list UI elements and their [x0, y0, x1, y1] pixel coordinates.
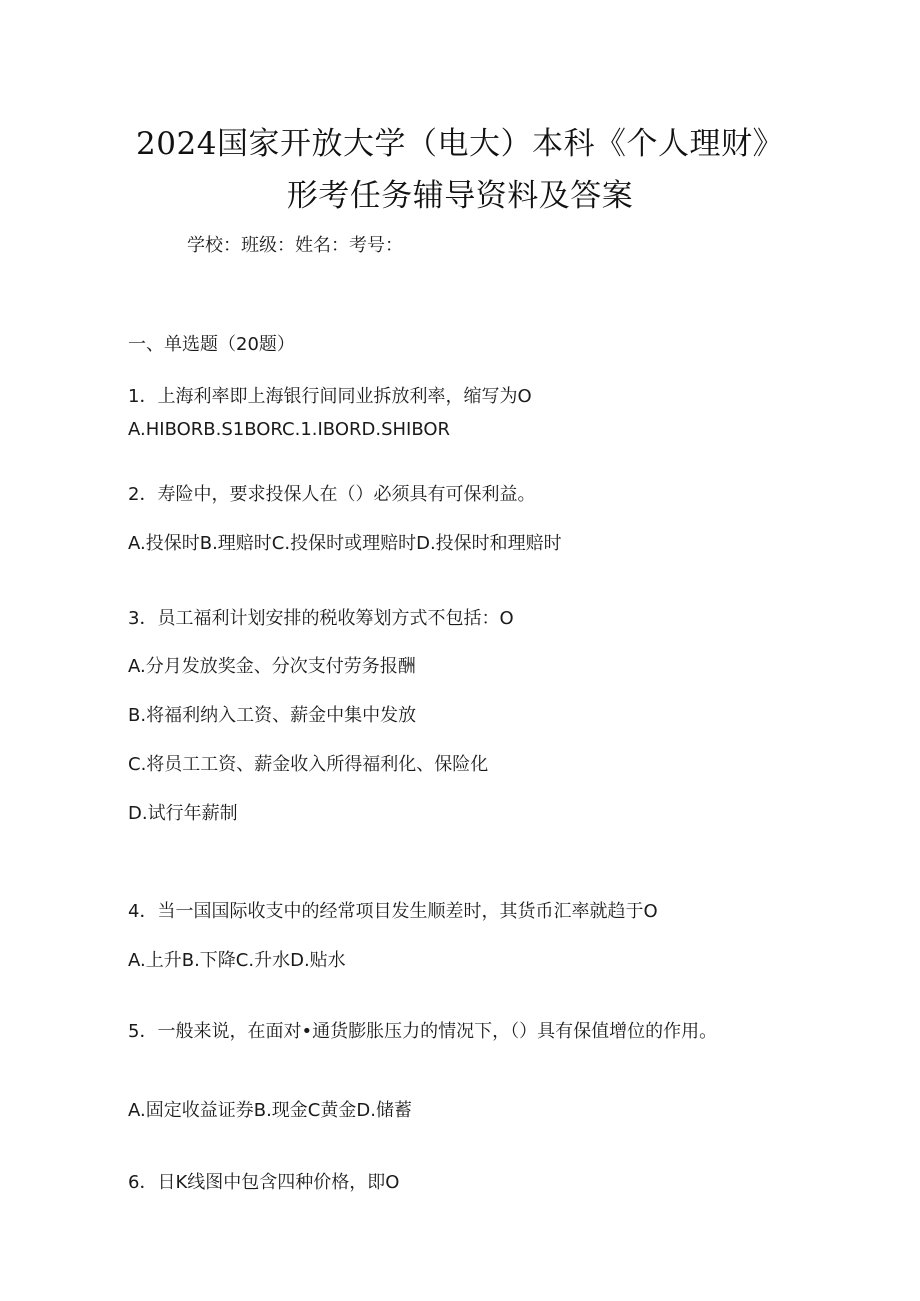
question-1-options: A.HIBORB.S1BORC.1.IBORD.SHIBOR: [128, 419, 451, 440]
question-5-options: A.固定收益证券B.现金C黄金D.储蓄: [128, 1100, 412, 1121]
question-3: 3．员工福利计划安排的税收筹划方式不包括：O: [128, 608, 514, 629]
question-3-option-d: D.试行年薪制: [128, 803, 238, 824]
document-title-line-2: 形考任务辅导资料及答案: [286, 178, 634, 214]
question-4: 4．当一国国际收支中的经常项目发生顺差时，其货币汇率就趋于O: [128, 901, 658, 922]
question-3-option-c: C.将员工工资、薪金收入所得福利化、保险化: [128, 754, 489, 775]
question-3-option-b: B.将福利纳入工资、薪金中集中发放: [128, 705, 417, 726]
question-5: 5．一般来说，在面对•通货膨胀压力的情况下，（）具有保值增位的作用。: [128, 1021, 718, 1042]
student-info-line: 学校：班级：姓名：考号：: [187, 235, 403, 256]
question-4-options: A.上升B.下降C.升水D.贴水: [128, 950, 346, 971]
question-2-options: A.投保时B.理赔时C.投保时或理赔时D.投保时和理赔时: [128, 533, 562, 554]
question-1: 1．上海利率即上海银行间同业拆放利率，缩写为O: [128, 386, 532, 407]
document-title-line-1: 2024国家开放大学（电大）本科《个人理财》: [136, 126, 784, 162]
question-2: 2．寿险中，要求投保人在（）必须具有可保利益。: [128, 484, 536, 505]
question-3-option-a: A.分月发放奖金、分次支付劳务报酬: [128, 656, 416, 677]
section-heading: 一、单选题（20题）: [128, 334, 295, 355]
question-6: 6．日K线图中包含四种价格，即O: [128, 1172, 400, 1193]
